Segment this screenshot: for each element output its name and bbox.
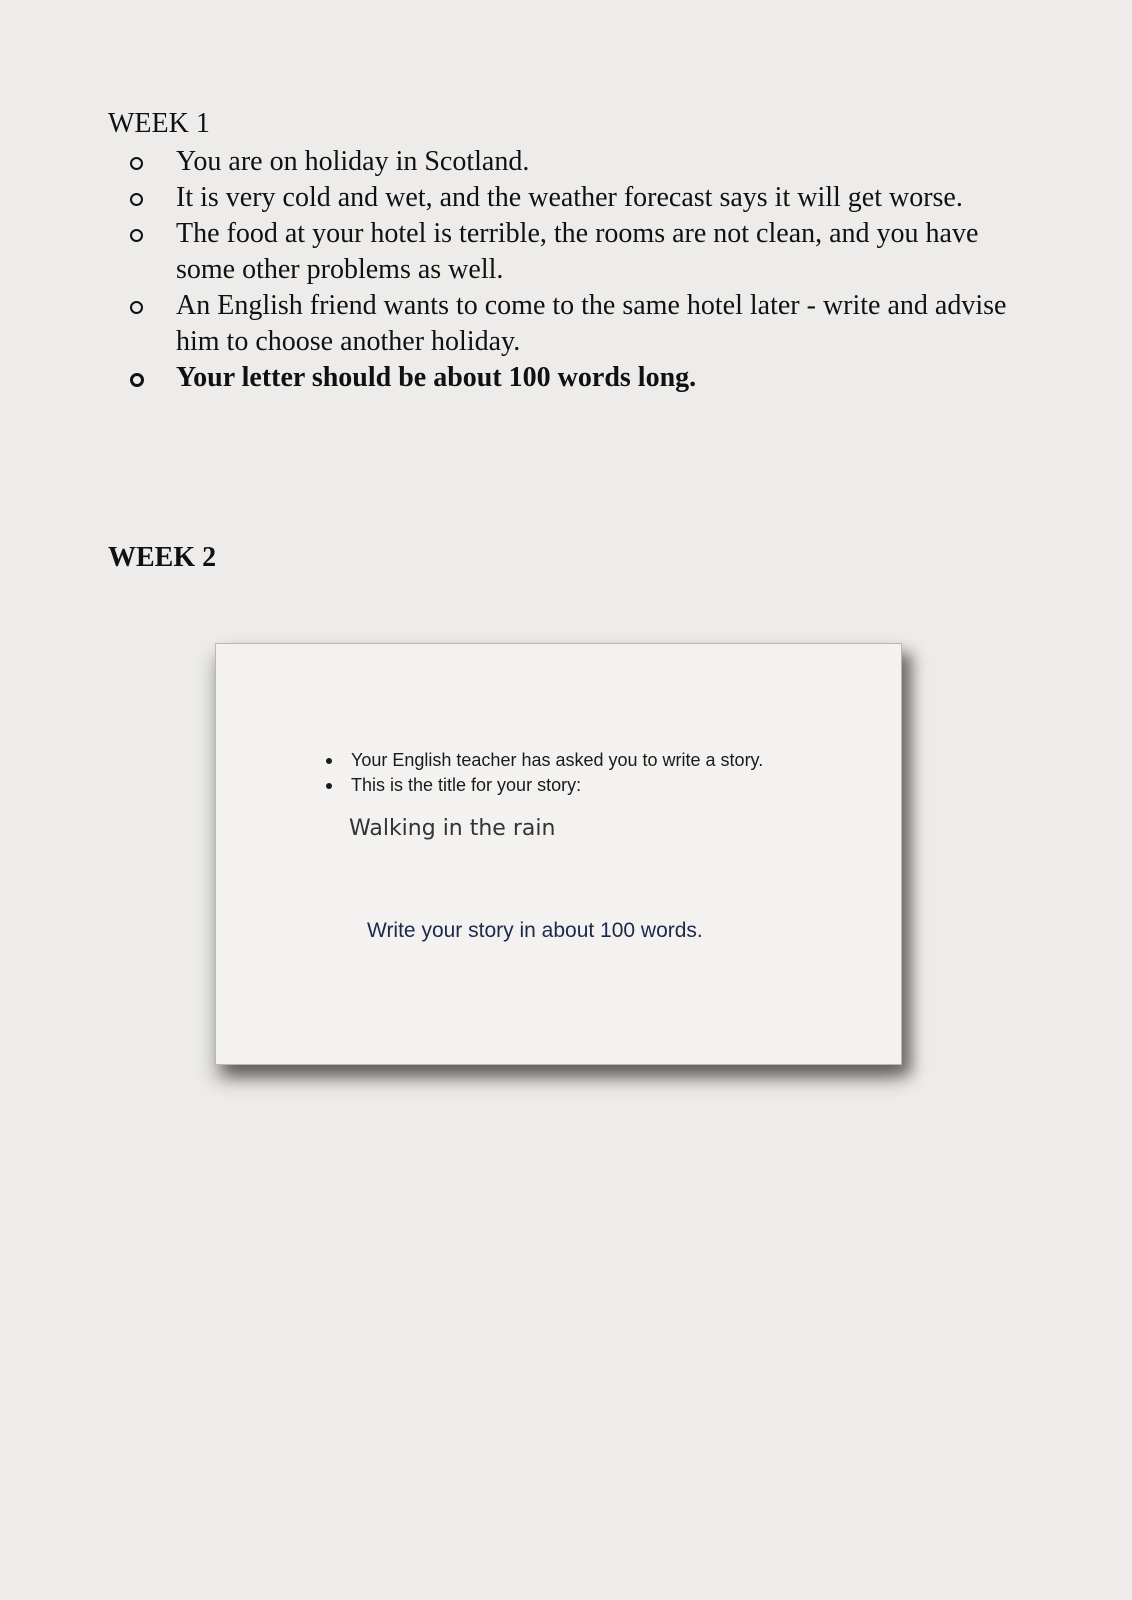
list-item xyxy=(130,144,1010,180)
list-item-text: The food at your hotel is terrible, the rooms are not clean, and you have some other problems as well. xyxy=(176,218,979,285)
circle-bullet-icon xyxy=(130,301,143,314)
circle-bullet-icon xyxy=(130,229,143,242)
card-bullet-list xyxy=(324,748,763,798)
story-title: Walking in the rain xyxy=(349,816,556,841)
list-item xyxy=(130,288,1010,360)
list-item-text: An English friend wants to come to the same hotel later - write and advise him to choose another holiday. xyxy=(176,290,1007,357)
list-item-text: Your English teacher has asked you to write a story. xyxy=(351,750,764,770)
task-card xyxy=(215,643,902,1065)
list-item-text: You are on holiday in Scotland. xyxy=(176,146,530,177)
circle-bullet-icon xyxy=(130,193,143,206)
list-item xyxy=(130,180,1010,216)
list-item xyxy=(324,773,763,798)
dot-bullet-icon xyxy=(326,783,332,789)
circle-bullet-icon xyxy=(130,373,144,387)
circle-bullet-icon xyxy=(130,157,143,170)
week1-heading: WEEK 1 xyxy=(108,108,210,139)
week1-task-list xyxy=(130,144,1010,396)
list-item-text: This is the title for your story: xyxy=(351,775,582,795)
list-item-text: Your letter should be about 100 words long. xyxy=(176,362,697,393)
list-item xyxy=(130,360,1010,396)
list-item xyxy=(324,748,763,773)
story-instruction: Write your story in about 100 words. xyxy=(367,919,703,942)
week2-heading: WEEK 2 xyxy=(108,542,217,573)
list-item xyxy=(130,216,1010,288)
dot-bullet-icon xyxy=(326,758,332,764)
list-item-text: It is very cold and wet, and the weather forecast says it will get worse. xyxy=(176,182,963,213)
